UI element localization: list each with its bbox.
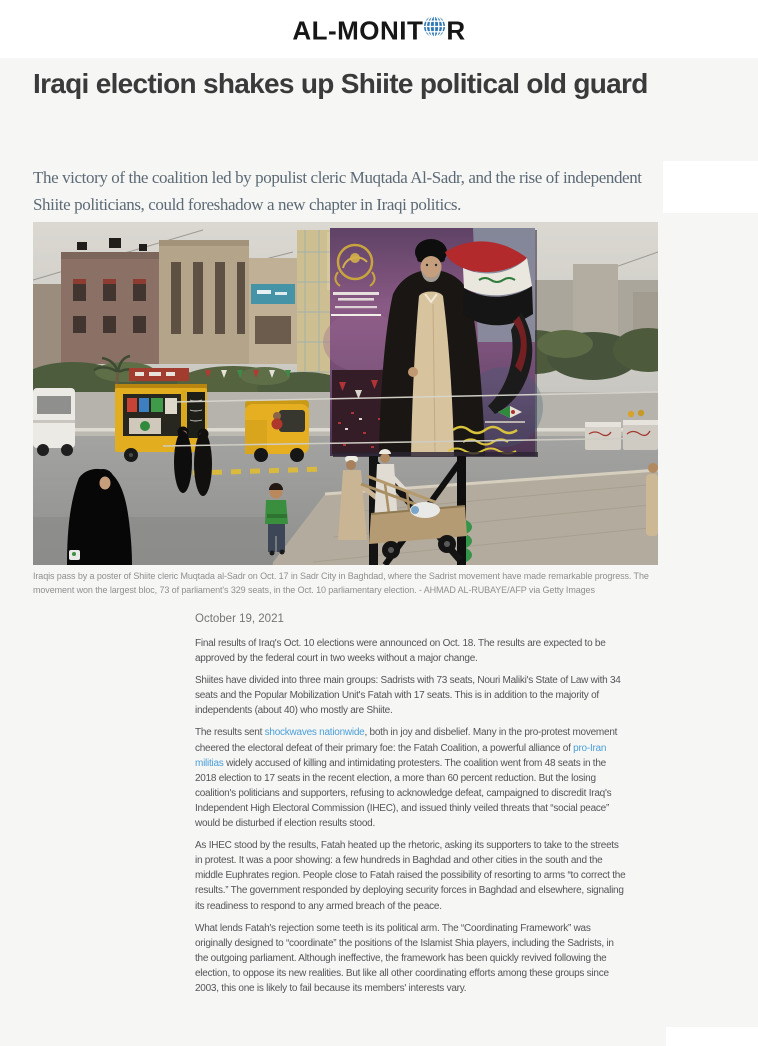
billboard-poster — [323, 228, 543, 457]
minibus — [33, 388, 75, 456]
al-monitor-logo[interactable] — [0, 15, 758, 46]
article-photo — [33, 222, 658, 565]
article-dek: The victory of the coalition led by populist cleric Muqtada Al-Sadr, and the rise of independent Shiite politicians, could foreshadow a new chapter in Iraqi politics. — [33, 168, 642, 214]
paragraph: Shiites have divided into three main groups: Sadrists with 73 seats, Nouri Maliki's State of Law with 34 seats and the Popular Mobilization Unit's Fatah with 17 seats. This is in addition to the majority of independents (about 40) who mostly are Shiite. — [195, 675, 621, 717]
paragraph: Final results of Iraq's Oct. 10 elections were announced on Oct. 18. The results are expected to be approved by the federal court in two weeks without a major change. — [195, 638, 606, 665]
inline-link[interactable]: pro-Iran militias — [195, 742, 607, 769]
paragraph: As IHEC stood by the results, Fatah heated up the rhetoric, asking its supporters to take to the streets in protest. It was a poor showing: a few hundreds in Baghdad and other cities in the south and the middle Euphrates region. People close to Fatah raised the possibility of resorting to arms “to correct the results.” The government responded by deploying security forces in Baghdad and elsewhere, signaling its readiness to respond to any armed breach of the peace. — [195, 840, 626, 912]
article-body — [195, 636, 627, 996]
logo-text-right: R — [446, 15, 466, 46]
paragraph: What lends Fatah's rejection some teeth is its political arm. The “Coordinating Framework” was originally designed to “coordinate” the positions of the Islamist Shia players, including the Sadrists, in the outgoing parliament. Although ineffective, the framework has been quickly revived following the election, to oppose its new realities. But like all other coordinating efforts among these groups since 2003, this one is likely to fail because its members' interests vary. — [195, 922, 614, 994]
tuk-tuk — [245, 400, 309, 462]
green-flag — [466, 520, 472, 562]
street-scene-illustration — [33, 222, 658, 565]
article-date: October 19, 2021 — [195, 613, 284, 625]
inline-link[interactable]: shockwaves nationwide — [264, 727, 365, 739]
logo-text-left: AL-MONIT — [292, 15, 424, 46]
yellow-kiosk — [115, 384, 207, 462]
white-overlay-patch — [666, 1027, 758, 1046]
globe-icon — [423, 15, 446, 38]
paragraph: The results sent shockwaves nationwide, both in joy and disbelief. Many in the pro-protest movement cheered the electoral defeat of their primary foe: the Fatah Coalition, a powerful alliance of pro-Iran militias widely accused of killing and intimidating protesters. The coalition went from 48 seats in the 2018 election to 17 seats in the recent election, a more than 60 percent reduction. But the losing coalition's politicians and supporters, refusing to acknowledge defeat, campaigned to discredit Iraq's Independent High Electoral Commission (IHEC), and issued thinly veiled threats that “social peace” would be disturbed if election results stood. — [195, 727, 618, 830]
photo-caption: Iraqis pass by a poster of Shiite cleric Muqtada al-Sadr on Oct. 17 in Sadr City in Baghdad, where the Sadrist movement have made remarkable progress. The movement won the largest bloc, 73 of parliament's 329 seats, in the Oct. 10 parliamentary election. - AHMAD AL-RUBAYE/AFP via Getty Images — [33, 571, 649, 595]
article-title: Iraqi election shakes up Shiite political old guard — [33, 68, 648, 99]
article-body-column — [195, 613, 627, 1003]
